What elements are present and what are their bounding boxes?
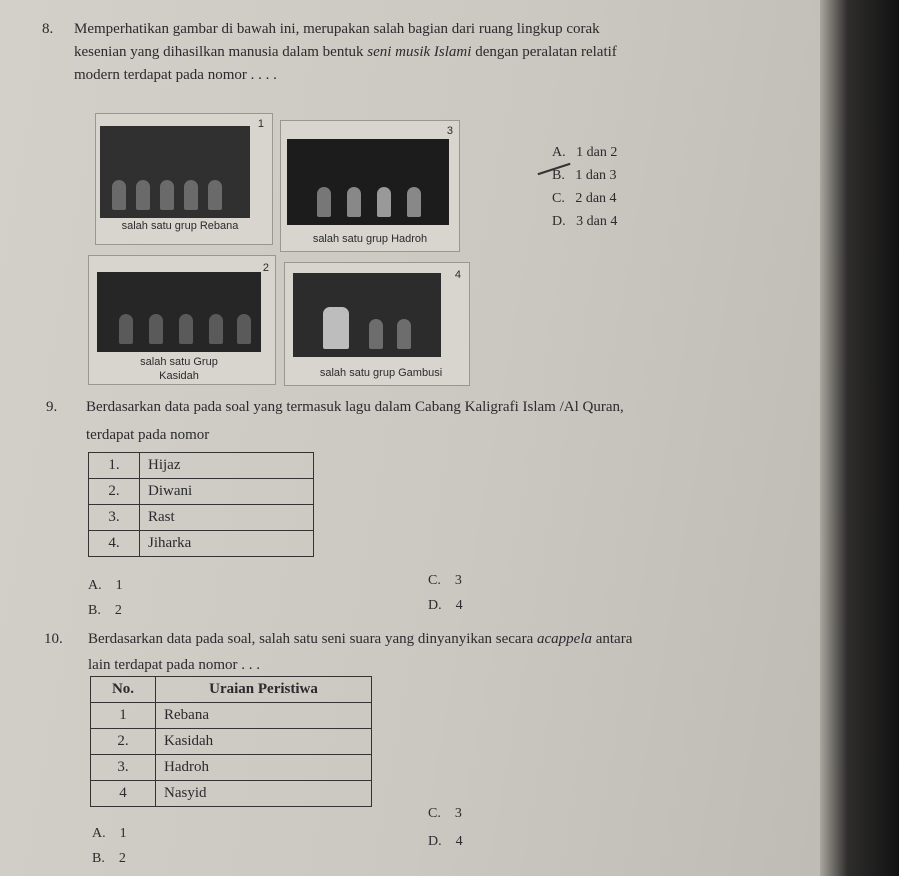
page-edge-shadow [820, 0, 899, 876]
table-row: 2. Kasidah [91, 729, 372, 755]
q10-line2: lain terdapat pada nomor . . . [88, 657, 261, 673]
q8-option-a[interactable]: A. 1 dan 2 [552, 145, 618, 160]
q8-line1: Memperhatikan gambar di bawah ini, merupakan salah bagian dari ruang lingkup corak [74, 21, 600, 37]
q9-number: 9. [46, 399, 58, 415]
photo-hadroh [287, 139, 449, 225]
image-gambusi: 4 salah satu grup Gambusi [284, 262, 470, 386]
photo-kasidah [97, 272, 261, 352]
q8-option-d[interactable]: D. 3 dan 4 [552, 214, 618, 229]
caption-gambusi: salah satu grup Gambusi [319, 367, 443, 379]
table-header-row: No. Uraian Peristiwa [91, 677, 372, 703]
q8-line2: kesenian yang dihasilkan manusia dalam bentuk seni musik Islami dengan peralatan relatif [74, 44, 617, 60]
q8-option-c[interactable]: C. 2 dan 4 [552, 191, 617, 206]
table-row: 2. Diwani [89, 479, 314, 505]
q10-option-a[interactable]: A. 1 [92, 826, 127, 841]
caption-rebana: salah satu grup Rebana [121, 220, 239, 232]
table-row: 3. Rast [89, 505, 314, 531]
q9-option-d[interactable]: D. 4 [428, 598, 463, 613]
table-row: 4. Jiharka [89, 531, 314, 557]
q9-table [88, 452, 314, 557]
caption-kasidah-line2: Kasidah [159, 370, 199, 382]
table-row: 1. Hijaz [89, 453, 314, 479]
q9-option-a[interactable]: A. 1 [88, 578, 123, 593]
q8-line3: modern terdapat pada nomor . . . . [74, 67, 277, 83]
q10-option-c[interactable]: C. 3 [428, 806, 462, 821]
q10-number: 10. [44, 631, 63, 647]
q10-line1: Berdasarkan data pada soal, salah satu seni suara yang dinyanyikan secara acappela antara [88, 631, 633, 647]
q10-table [90, 676, 372, 807]
q8-option-b[interactable]: B. 1 dan 3 [552, 168, 617, 183]
q8-number: 8. [42, 21, 54, 37]
image-hadroh: 3 salah satu grup Hadroh [280, 120, 460, 252]
table-row: 3. Hadroh [91, 755, 372, 781]
table-row: 1 Rebana [91, 703, 372, 729]
q9-option-c[interactable]: C. 3 [428, 573, 462, 588]
q10-option-d[interactable]: D. 4 [428, 834, 463, 849]
q9-option-b[interactable]: B. 2 [88, 603, 122, 618]
q9-line1: Berdasarkan data pada soal yang termasuk lagu dalam Cabang Kaligrafi Islam /Al Quran, [86, 399, 624, 415]
caption-kasidah-line1: salah satu Grup [140, 356, 218, 368]
caption-hadroh: salah satu grup Hadroh [312, 233, 428, 245]
image-kasidah: 2 salah satu Grup Kasidah [88, 255, 276, 385]
table-row: 4 Nasyid [91, 781, 372, 807]
photo-rebana [100, 126, 250, 218]
q9-line2: terdapat pada nomor [86, 427, 210, 443]
image-rebana: 1 salah satu grup Rebana [95, 113, 273, 245]
photo-gambusi [293, 273, 441, 357]
q10-option-b[interactable]: B. 2 [92, 851, 126, 866]
